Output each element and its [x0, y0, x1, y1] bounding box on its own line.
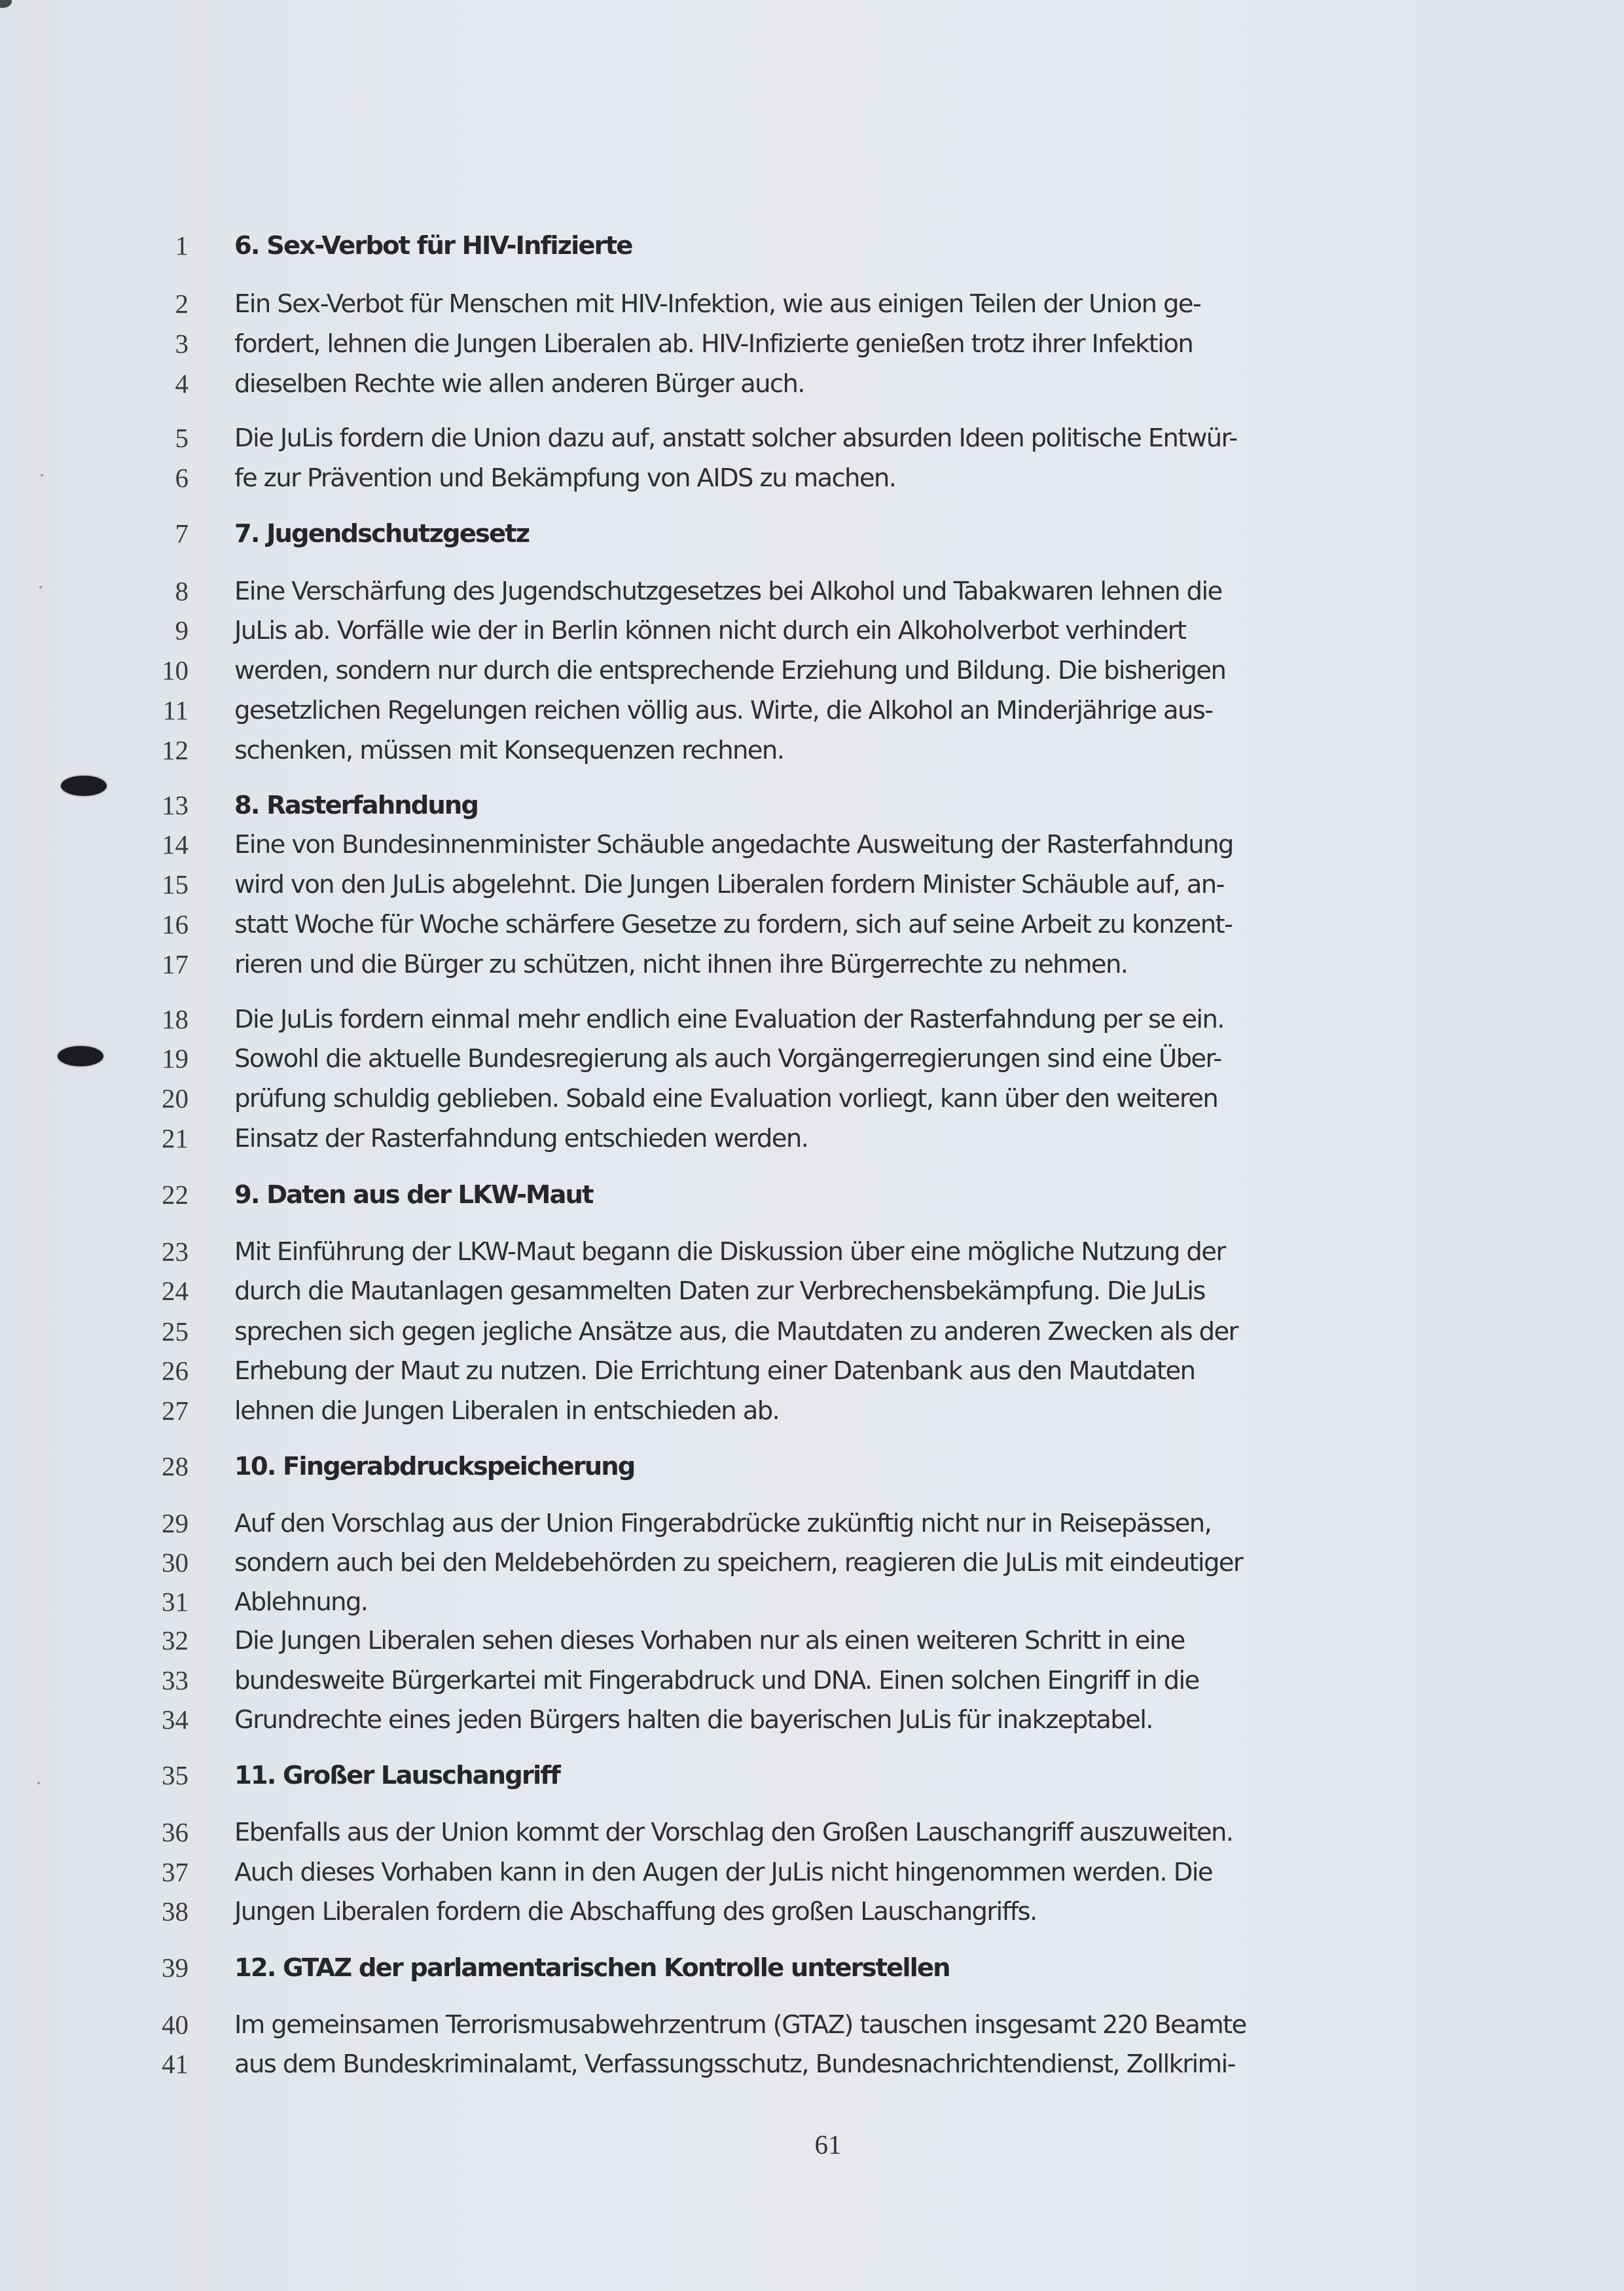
text-line — [0, 284, 1624, 324]
line-number: 19 — [162, 1043, 189, 1073]
line-number: 25 — [162, 1316, 189, 1346]
line-number: 32 — [162, 1625, 189, 1655]
line-number: 36 — [162, 1817, 189, 1847]
line-number: 2 — [175, 289, 189, 319]
line-text: rieren und die Bürger zu schützen, nicht ihnen ihre Bürgerrechte zu nehmen. — [234, 950, 1128, 979]
line-number: 15 — [162, 869, 189, 899]
line-text: statt Woche für Woche schärfere Gesetze zu fordern, sich auf seine Arbeit zu konzent- — [234, 910, 1233, 939]
line-number: 6 — [175, 463, 189, 493]
line-number: 34 — [162, 1705, 189, 1735]
line-number: 10 — [162, 655, 189, 685]
line-number: 26 — [162, 1356, 189, 1386]
text-line — [0, 731, 1624, 770]
text-line — [0, 1582, 1624, 1622]
line-text: Die JuLis fordern die Union dazu auf, anstatt solcher absurden Ideen politische Entwür- — [234, 424, 1237, 453]
line-text: werden, sondern nur durch die entsprechende Erziehung und Bildung. Die bisherigen — [234, 656, 1226, 685]
line-text: fe zur Prävention und Bekämpfung von AIDS zu machen. — [234, 463, 896, 493]
text-line — [0, 1661, 1624, 1701]
text-line — [0, 1813, 1624, 1852]
line-text: gesetzlichen Regelungen reichen völlig aus. Wirte, die Alkohol an Minderjährige aus- — [234, 696, 1213, 725]
line-text: wird von den JuLis abgelehnt. Die Jungen Liberalen fordern Minister Schäuble auf, an- — [234, 870, 1224, 899]
text-line — [0, 418, 1624, 458]
line-text: Jungen Liberalen fordern die Abschaffung des großen Lauschangriffs. — [234, 1897, 1037, 1926]
line-number: 31 — [162, 1587, 189, 1617]
text-line — [0, 1271, 1624, 1311]
section-heading-line — [0, 1948, 1624, 1988]
text-line — [0, 324, 1624, 364]
line-number: 41 — [162, 2049, 189, 2079]
line-text: Grundrechte eines jeden Bürgers halten die bayerischen JuLis für inakzeptabel. — [234, 1705, 1153, 1735]
section-heading-line — [0, 514, 1624, 554]
line-text: Ablehnung. — [234, 1587, 368, 1617]
line-text: JuLis ab. Vorfälle wie der in Berlin können nicht durch ein Alkoholverbot verhindert — [234, 616, 1186, 645]
line-number: 27 — [162, 1396, 189, 1426]
line-number: 40 — [162, 2010, 189, 2040]
section-heading-line — [0, 226, 1624, 266]
text-line — [0, 2005, 1624, 2045]
text-line — [0, 1543, 1624, 1583]
line-number: 4 — [175, 369, 189, 399]
section-heading: 8. Rasterfahndung — [234, 791, 478, 820]
line-number: 8 — [175, 576, 189, 606]
line-number: 39 — [162, 1953, 189, 1983]
line-number: 12 — [162, 735, 189, 765]
text-line — [0, 1852, 1624, 1892]
line-number: 21 — [162, 1123, 189, 1153]
section-heading: 10. Fingerabdruckspeicherung — [234, 1452, 635, 1481]
line-text: fordert, lehnen die Jungen Liberalen ab. HIV-Infizierte genießen trotz ihrer Infektion — [234, 329, 1193, 359]
text-line — [0, 651, 1624, 691]
section-heading-line — [0, 1175, 1624, 1215]
text-line — [0, 825, 1624, 865]
section-heading: 12. GTAZ der parlamentarischen Kontrolle unterstellen — [234, 1953, 950, 1983]
text-line — [0, 1351, 1624, 1391]
line-text: Eine Verschärfung des Jugendschutzgesetzes bei Alkohol und Tabakwaren lehnen die — [234, 577, 1222, 606]
line-text: durch die Mautanlagen gesammelten Daten zur Verbrechensbekämpfung. Die JuLis — [234, 1276, 1205, 1306]
line-text: bundesweite Bürgerkartei mit Fingerabdruck und DNA. Einen solchen Eingriff in die — [234, 1666, 1199, 1695]
line-text: Einsatz der Rasterfahndung entschieden werden. — [234, 1124, 808, 1153]
line-text: lehnen die Jungen Liberalen in entschieden ab. — [234, 1396, 780, 1426]
line-number: 33 — [162, 1665, 189, 1695]
line-text: sondern auch bei den Meldebehörden zu speichern, reagieren die JuLis mit eindeutiger — [234, 1548, 1243, 1578]
line-number: 3 — [175, 329, 189, 359]
line-number: 18 — [162, 1004, 189, 1034]
text-line — [0, 1700, 1624, 1740]
line-number: 30 — [162, 1547, 189, 1578]
line-number: 16 — [162, 909, 189, 939]
text-line — [0, 865, 1624, 905]
text-line — [0, 1312, 1624, 1352]
line-number: 37 — [162, 1857, 189, 1887]
text-line — [0, 1621, 1624, 1661]
text-line — [0, 945, 1624, 984]
text-line — [0, 1119, 1624, 1159]
line-text: Erhebung der Maut zu nutzen. Die Errichtung einer Datenbank aus den Mautdaten — [234, 1356, 1195, 1386]
text-line — [0, 458, 1624, 498]
line-text: Die JuLis fordern einmal mehr endlich eine Evaluation der Rasterfahndung per se ein. — [234, 1005, 1224, 1034]
line-number: 5 — [175, 423, 189, 453]
text-line — [0, 611, 1624, 651]
text-line — [0, 1000, 1624, 1039]
section-heading: 6. Sex-Verbot für HIV-Infizierte — [234, 231, 632, 261]
section-heading-line — [0, 785, 1624, 825]
text-line — [0, 1079, 1624, 1119]
section-heading: 7. Jugendschutzgesetz — [234, 519, 530, 549]
text-line — [0, 2044, 1624, 2084]
line-number: 22 — [162, 1180, 189, 1210]
section-heading-line — [0, 1756, 1624, 1795]
line-number: 7 — [175, 518, 189, 549]
text-line — [0, 905, 1624, 945]
line-number: 17 — [162, 949, 189, 979]
text-line — [0, 571, 1624, 611]
text-line — [0, 1232, 1624, 1272]
line-text: Die Jungen Liberalen sehen dieses Vorhaben nur als einen weiteren Schritt in eine — [234, 1626, 1185, 1655]
line-number: 20 — [162, 1083, 189, 1113]
line-number: 14 — [162, 829, 189, 859]
line-number: 11 — [162, 695, 189, 725]
line-text: schenken, müssen mit Konsequenzen rechnen. — [234, 736, 784, 765]
page-number: 61 — [814, 2129, 842, 2159]
line-number: 23 — [162, 1236, 189, 1267]
line-text: dieselben Rechte wie allen anderen Bürger auch. — [234, 369, 804, 399]
line-text: Mit Einführung der LKW-Maut begann die Diskussion über eine mögliche Nutzung der — [234, 1237, 1225, 1267]
section-heading: 11. Großer Lauschangriff — [234, 1761, 560, 1790]
line-number: 38 — [162, 1896, 189, 1926]
text-line — [0, 691, 1624, 731]
text-line — [0, 1039, 1624, 1079]
text-line — [0, 1391, 1624, 1431]
line-text: Sowohl die aktuelle Bundesregierung als auch Vorgängerregierungen sind eine Über- — [234, 1044, 1221, 1073]
line-number: 29 — [162, 1508, 189, 1538]
line-text: Im gemeinsamen Terrorismusabwehrzentrum (GTAZ) tauschen insgesamt 220 Beamte — [234, 2010, 1246, 2040]
section-heading-line — [0, 1447, 1624, 1487]
line-text: Ebenfalls aus der Union kommt der Vorschlag den Großen Lauschangriff auszuweiten. — [234, 1818, 1233, 1847]
line-number: 28 — [162, 1451, 189, 1481]
text-line — [0, 1504, 1624, 1543]
line-text: Ein Sex-Verbot für Menschen mit HIV-Infektion, wie aus einigen Teilen der Union ge- — [234, 289, 1201, 319]
line-number: 1 — [175, 230, 189, 261]
line-text: Auf den Vorschlag aus der Union Fingerabdrücke zukünftig nicht nur in Reisepässen, — [234, 1509, 1212, 1538]
line-text: Eine von Bundesinnenminister Schäuble angedachte Ausweitung der Rasterfahndung — [234, 830, 1233, 859]
line-number: 9 — [175, 615, 189, 645]
line-text: Auch dieses Vorhaben kann in den Augen der JuLis nicht hingenommen werden. Die — [234, 1858, 1212, 1887]
line-number: 13 — [162, 790, 189, 820]
text-line — [0, 364, 1624, 404]
line-number: 24 — [162, 1276, 189, 1306]
line-text: prüfung schuldig geblieben. Sobald eine Evaluation vorliegt, kann über den weiteren — [234, 1084, 1218, 1113]
text-line — [0, 1892, 1624, 1932]
section-heading: 9. Daten aus der LKW-Maut — [234, 1180, 593, 1210]
line-text: sprechen sich gegen jegliche Ansätze aus, die Mautdaten zu anderen Zwecken als der — [234, 1317, 1238, 1346]
line-number: 35 — [162, 1760, 189, 1790]
line-text: aus dem Bundeskriminalamt, Verfassungsschutz, Bundesnachrichtendienst, Zollkrimi- — [234, 2049, 1235, 2079]
